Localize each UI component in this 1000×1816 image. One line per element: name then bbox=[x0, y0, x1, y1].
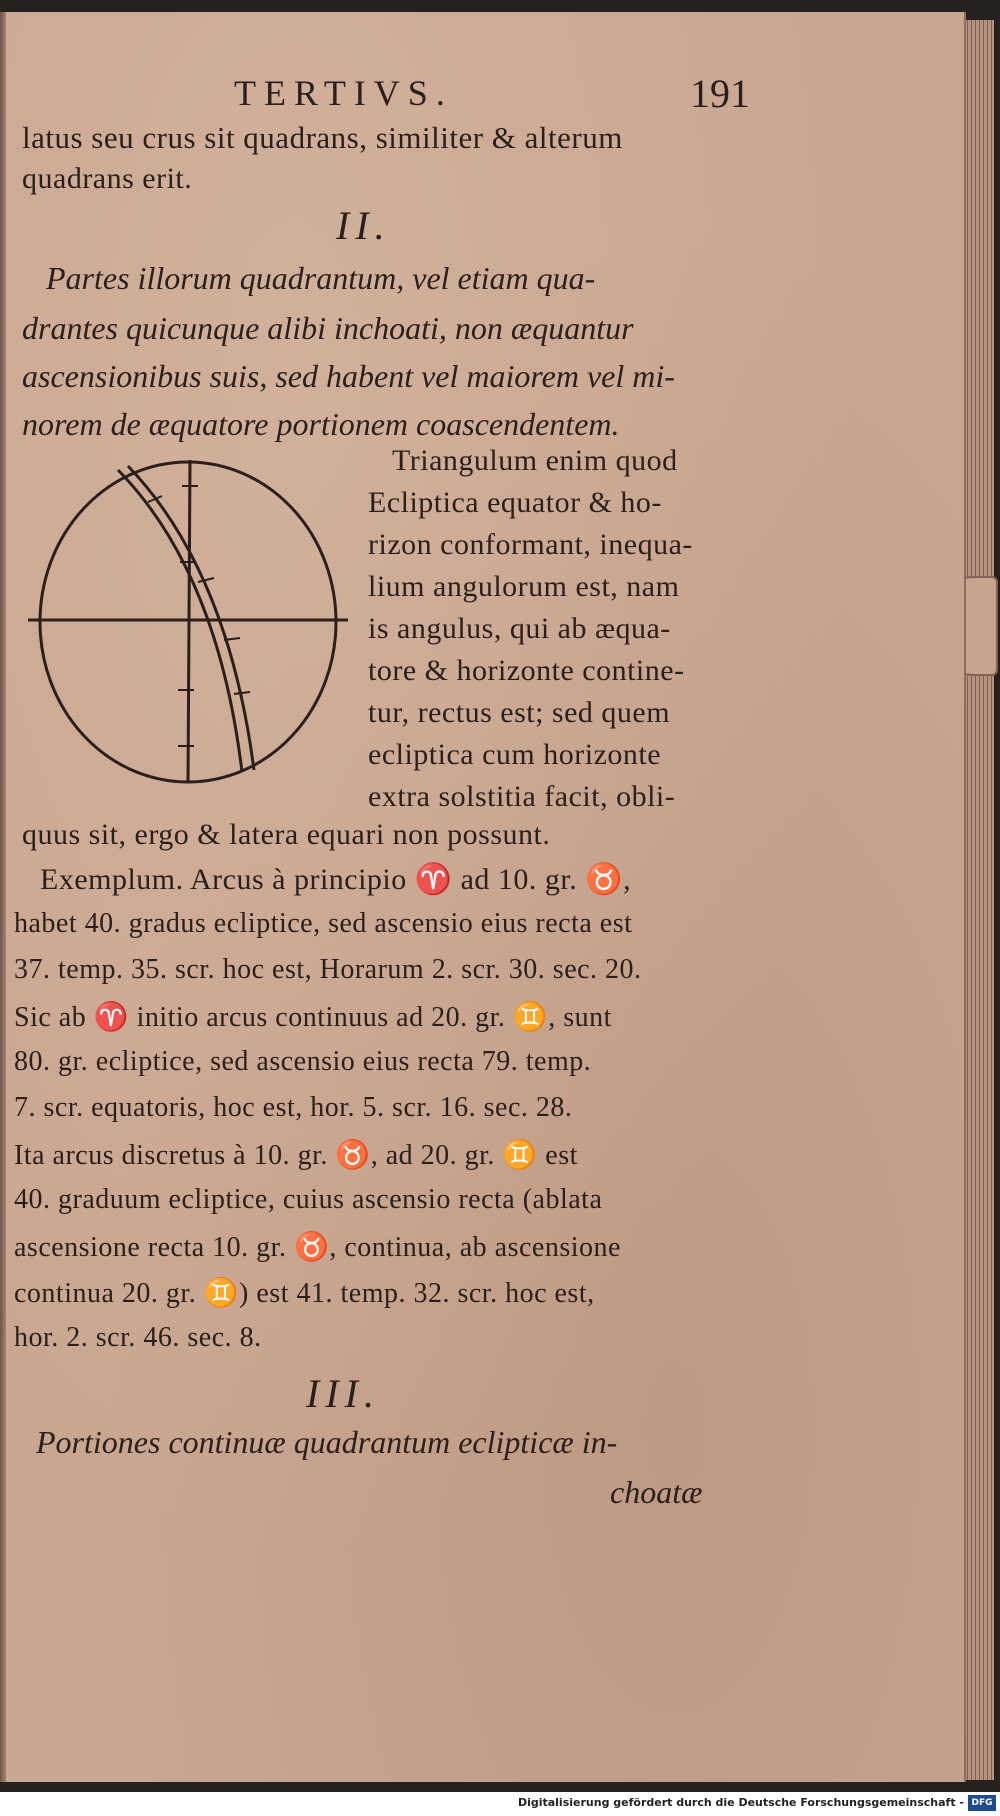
text-line: Ecliptica equator & ho- bbox=[368, 486, 662, 519]
theorem-line: ascensionibus suis, sed habent vel maiorem vel mi- bbox=[22, 358, 675, 394]
running-head: TERTIVS. bbox=[234, 73, 453, 113]
example-line: Sic ab ♈ initio arcus continuus ad 20. gr. ♊, sunt bbox=[14, 1002, 612, 1033]
theorem-line: Portiones continuæ quadrantum eclipticæ in- bbox=[36, 1424, 618, 1460]
catchword: choatæ bbox=[610, 1474, 703, 1510]
example-line: 40. graduum ecliptice, cuius ascensio recta (ablata bbox=[14, 1184, 603, 1215]
page-edges bbox=[964, 20, 994, 1780]
footer-bar bbox=[0, 1792, 1000, 1816]
section-numeral: III. bbox=[306, 1371, 380, 1416]
example-line: ascensione recta 10. gr. ♉, continua, ab ascensione bbox=[14, 1232, 621, 1263]
text-line: tore & horizonte contine- bbox=[368, 654, 685, 687]
theorem-line: Partes illorum quadrantum, vel etiam qua- bbox=[46, 260, 596, 296]
text-line: latus seu crus sit quadrans, similiter & alterum bbox=[22, 120, 623, 155]
theorem-line: drantes quicunque alibi inchoati, non æquantur bbox=[22, 310, 634, 346]
text-line: rizon conformant, inequa- bbox=[368, 528, 693, 561]
text-line: tur, rectus est; sed quem bbox=[368, 696, 671, 729]
text-line: lium angulorum est, nam bbox=[368, 570, 680, 603]
example-line: Exemplum. Arcus à principio ♈ ad 10. gr. ♉, bbox=[40, 863, 632, 896]
example-line: continua 20. gr. ♊) est 41. temp. 32. scr. hoc est, bbox=[14, 1278, 595, 1309]
example-line: 80. gr. ecliptice, sed ascensio eius recta 79. temp. bbox=[14, 1046, 592, 1077]
page-number: 191 bbox=[690, 71, 750, 116]
section-numeral: II. bbox=[336, 203, 391, 248]
text-line: ecliptica cum horizonte bbox=[368, 738, 662, 771]
theorem-line: norem de æquatore portionem coascendentem. bbox=[22, 406, 620, 442]
example-line: hor. 2. scr. 46. sec. 8. bbox=[14, 1322, 262, 1353]
ecliptic-circle-figure bbox=[28, 452, 348, 792]
example-line: Ita arcus discretus à 10. gr. ♉, ad 20. gr. ♊ est bbox=[14, 1140, 578, 1171]
text-line: is angulus, qui ab æqua- bbox=[368, 612, 671, 645]
book-page bbox=[6, 12, 966, 1782]
dfg-logo: DFG bbox=[968, 1795, 996, 1811]
funding-credit: Digitalisierung gefördert durch die Deutsche Forschungsgemeinschaft - bbox=[517, 1796, 964, 1809]
example-line: 37. temp. 35. scr. hoc est, Horarum 2. scr. 30. sec. 20. bbox=[14, 954, 642, 985]
text-line: quus sit, ergo & latera equari non possunt. bbox=[22, 818, 551, 851]
text-line: quadrans erit. bbox=[22, 162, 193, 195]
example-line: 7. scr. equatoris, hoc est, hor. 5. scr. 16. sec. 28. bbox=[14, 1092, 573, 1123]
text-line: extra solstitia facit, obli- bbox=[368, 780, 676, 813]
example-line: habet 40. gradus ecliptice, sed ascensio eius recta est bbox=[14, 908, 633, 939]
text-line: Triangulum enim quod bbox=[392, 444, 678, 477]
